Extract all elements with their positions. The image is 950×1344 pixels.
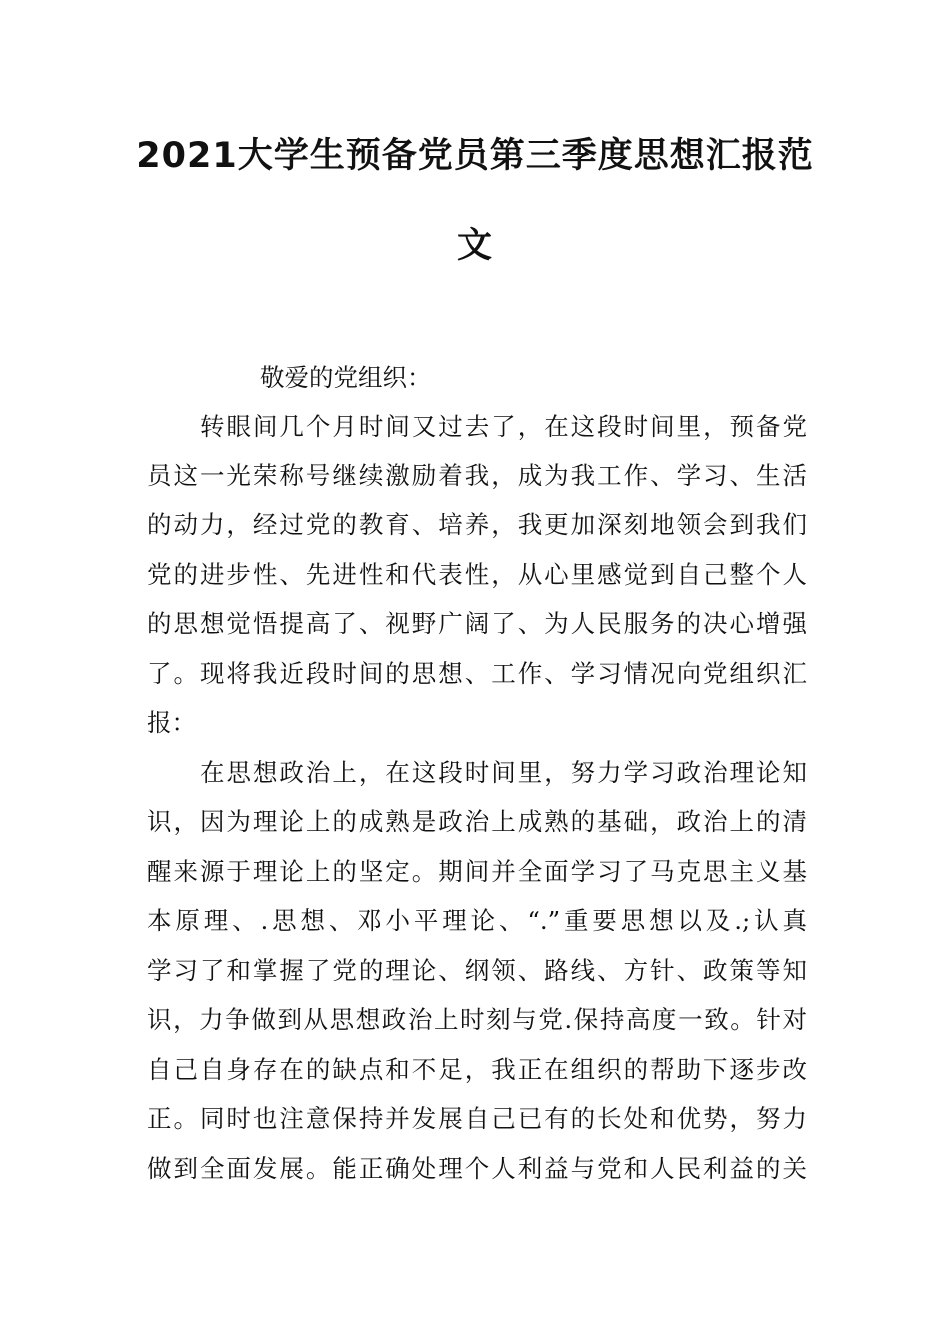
paragraph-2-line: 醒来源于理论上的坚定。期间并全面学习了马克思主义基: [147, 857, 807, 886]
paragraph-1-line: 报：: [147, 708, 196, 737]
paragraph-1-line: 了。现将我近段时间的思想、工作、学习情况向党组织汇: [147, 659, 807, 688]
salutation: 敬爱的党组织：: [260, 363, 432, 392]
paragraph-1-line: 党的进步性、先进性和代表性，从心里感觉到自己整个人: [147, 560, 807, 589]
paragraph-2-line: 正。同时也注意保持并发展自己已有的长处和优势，努力: [147, 1104, 807, 1133]
paragraph-2-line: 识，因为理论上的成熟是政治上成熟的基础，政治上的清: [147, 807, 807, 836]
paragraph-2-line: 自己自身存在的缺点和不足，我正在组织的帮助下逐步改: [147, 1055, 807, 1084]
document-title-line-2: 文: [456, 226, 493, 266]
paragraph-2-line: 做到全面发展。能正确处理个人利益与党和人民利益的关: [147, 1154, 807, 1183]
document-title-line-1: 2021大学生预备党员第三季度思想汇报范: [136, 136, 814, 176]
paragraph-2-line: 识，力争做到从思想政治上时刻与党.保持高度一致。针对: [147, 1005, 807, 1034]
paragraph-2-line: 在思想政治上，在这段时间里，努力学习政治理论知: [200, 758, 807, 787]
paragraph-1-line: 的动力，经过党的教育、培养，我更加深刻地领会到我们: [147, 510, 807, 539]
paragraph-1-line: 的思想觉悟提高了、视野广阔了、为人民服务的决心增强: [147, 609, 807, 638]
paragraph-1-line: 转眼间几个月时间又过去了，在这段时间里，预备党: [200, 412, 807, 441]
paragraph-1-line: 员这一光荣称号继续激励着我，成为我工作、学习、生活: [147, 461, 807, 490]
paragraph-2-line: 本原理、.思想、邓小平理论、“.”重要思想以及.;认真: [147, 906, 807, 935]
paragraph-2-line: 学习了和掌握了党的理论、纲领、路线、方针、政策等知: [147, 956, 807, 985]
